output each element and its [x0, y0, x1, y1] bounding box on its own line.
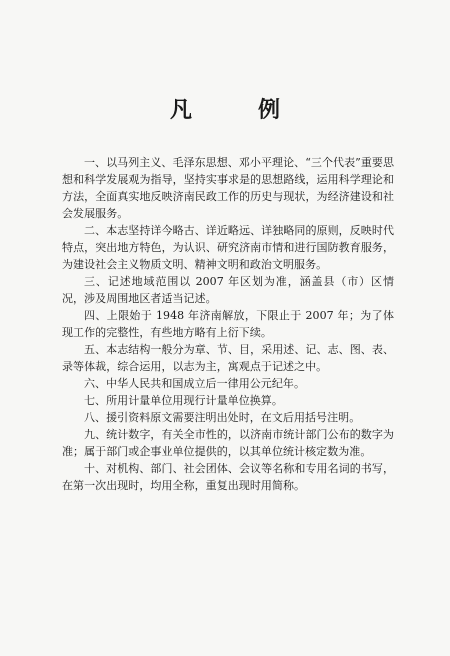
page-title: 凡 例: [169, 97, 302, 123]
guideline-item-8: 八、援引资料原文需要注明出处时，在文后用括号注明。: [84, 411, 361, 424]
guideline-item-6: 六、中华人民共和国成立后一律用公元纪年。: [84, 377, 305, 390]
guideline-item-9: 九、统计数字，有关全市性的，以济南市统计部门公布的数字为准；属于部门或企事业单位提供的，以其单位统计核定数为准。: [62, 428, 394, 458]
guideline-item-3: 三、记述地域范围以 2007 年区划为准，涵盖县（市）区情况，涉及周围地区者适当记述。: [62, 275, 394, 305]
guideline-item-2: 二、本志坚持详今略古、详近略远、详独略同的原则，反映时代特点，突出地方特色，为认识、研究济南市情和进行国防教育服务，为建设社会主义物质文明、精神文明和政治文明服务。: [62, 224, 394, 271]
guideline-item-10: 十、对机构、部门、社会团体、会议等名称和专用名词的书写，在第一次出现时，均用全称，重复出现时用简称。: [62, 462, 394, 492]
guideline-item-5: 五、本志结构一般分为章、节、目，采用述、记、志、图、表、录等体裁，综合运用，以志为主，寓观点于记述之中。: [62, 343, 394, 373]
guideline-item-7: 七、所用计量单位用现行计量单位换算。: [84, 394, 283, 407]
guideline-item-4: 四、上限始于 1948 年济南解放，下限止于 2007 年；为了体现工作的完整性，有些地方略有上衍下续。: [62, 309, 394, 339]
guidelines-body: [62, 154, 394, 494]
guideline-item-1: 一、以马列主义、毛泽东思想、邓小平理论、“三个代表”重要思想和科学发展观为指导，坚持实事求是的思想路线，运用科学理论和方法，全面真实地反映济南民政工作的历史与现状，为经济建设和社会发展服务。: [62, 156, 394, 220]
